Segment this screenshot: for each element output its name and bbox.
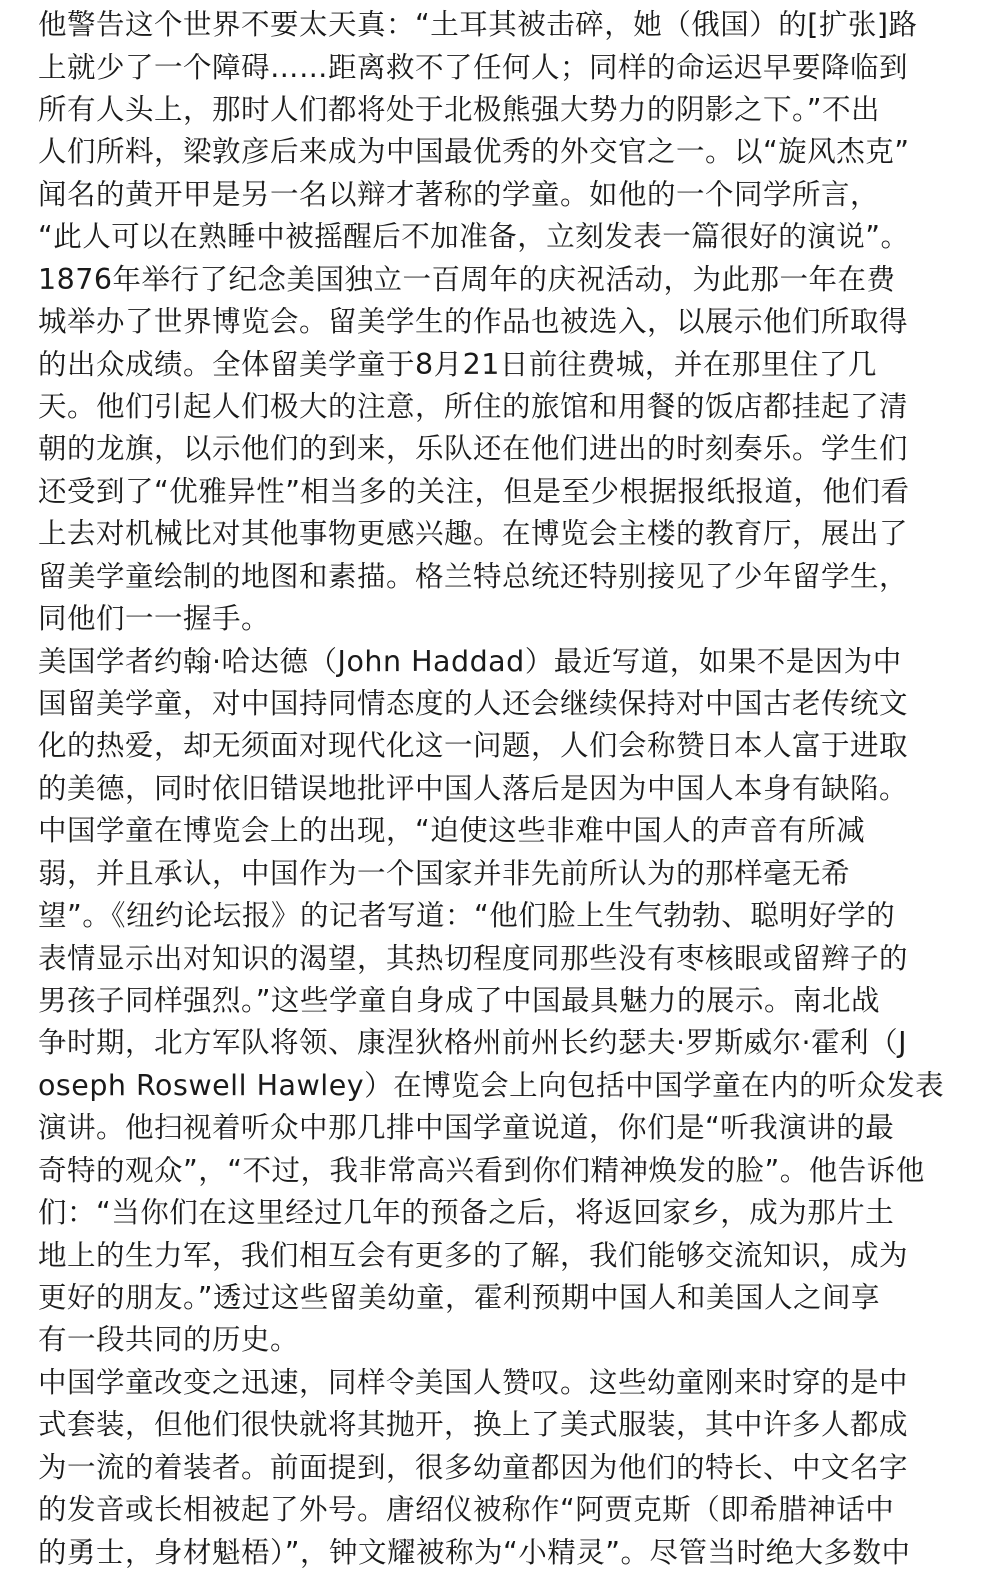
text-line: 还受到了“优雅异性”相当多的关注，但是至少根据报纸报道，他们看 (38, 475, 910, 508)
text-line: 们：“当你们在这里经过几年的预备之后，将返回家乡，成为那片土 (38, 1196, 895, 1229)
text-line: 奇特的观众”，“不过，我非常高兴看到你们精神焕发的脸”。他告诉他 (38, 1154, 925, 1187)
text-line: 上就少了一个障碍……距离救不了任何人；同样的命运迟早要降临到 (38, 51, 909, 84)
text-line: 天。他们引起人们极大的注意，所住的旅馆和用餐的饭店都挂起了清 (38, 390, 909, 423)
text-line: 男孩子同样强烈。”这些学童自身成了中国最具魅力的展示。南北战 (38, 984, 881, 1017)
text-line: 的发音或长相被起了外号。唐绍仪被称作“阿贾克斯（即希腊神话中 (38, 1493, 895, 1526)
text-line: 弱，并且承认，中国作为一个国家并非先前所认为的那样毫无希 (38, 857, 851, 890)
text-line: 演讲。他扫视着听众中那几排中国学童说道，你们是“听我演讲的最 (38, 1111, 895, 1144)
text-line: 更好的朋友。”透过这些留美幼童，霍利预期中国人和美国人之间享 (38, 1281, 881, 1314)
text-line: 望”。《纽约论坛报》的记者写道：“他们脸上生气勃勃、聪明好学的 (38, 899, 896, 932)
text-line: 闻名的黄开甲是另一名以辩才著称的学童。如他的一个同学所言， (38, 178, 880, 211)
text-line: 国留美学童，对中国持同情态度的人还会继续保持对中国古老传统文 (38, 687, 909, 720)
text-line: 为一流的着装者。前面提到，很多幼童都因为他们的特长、中文名字 (38, 1451, 909, 1484)
text-line: 的出众成绩。全体留美学童于8月21日前往费城，并在那里住了几 (38, 348, 877, 381)
text-line: 中国学童改变之迅速，同样令美国人赞叹。这些幼童刚来时穿的是中 (38, 1366, 909, 1399)
text-line: 留美学童绘制的地图和素描。格兰特总统还特别接见了少年留学生， (38, 560, 909, 593)
text-line: 的美德，同时依旧错误地批评中国人落后是因为中国人本身有缺陷。 (38, 772, 909, 805)
text-line: 的勇士，身材魁梧）”，钟文耀被称为“小精灵”。尽管当时绝大多数中 (38, 1536, 911, 1569)
text-line: 美国学者约翰·哈达德（John Haddad）最近写道，如果不是因为中 (38, 645, 902, 678)
text-line: 式套装，但他们很快就将其抛开，换上了美式服装，其中许多人都成 (38, 1408, 909, 1441)
text-line: 争时期，北方军队将领、康涅狄格州前州长约瑟夫·罗斯威尔·霍利（J (38, 1026, 908, 1059)
text-line: oseph Roswell Hawley）在博览会上向包括中国学童在内的听众发表 (38, 1069, 945, 1102)
text-line: 所有人头上，那时人们都将处于北极熊强大势力的阴影之下。”不出 (38, 93, 881, 126)
text-line: 城举办了世界博览会。留美学生的作品也被选入，以展示他们所取得 (38, 305, 909, 338)
text-line: 他警告这个世界不要太天真：“土耳其被击碎，她（俄国）的[扩张]路 (38, 8, 918, 41)
text-line: 同他们一一握手。 (38, 602, 271, 635)
text-line: 表情显示出对知识的渴望，其热切程度同那些没有枣核眼或留辫子的 (38, 942, 909, 975)
text-line: 上去对机械比对其他事物更感兴趣。在博览会主楼的教育厅，展出了 (38, 517, 909, 550)
text-line: 地上的生力军，我们相互会有更多的了解，我们能够交流知识，成为 (38, 1239, 909, 1272)
text-line: “此人可以在熟睡中被摇醒后不加准备，立刻发表一篇很好的演说”。 (38, 220, 910, 253)
text-line: 中国学童在博览会上的出现，“迫使这些非难中国人的声音有所减 (38, 814, 866, 847)
text-line: 朝的龙旗，以示他们的到来，乐队还在他们进出的时刻奏乐。学生们 (38, 432, 909, 465)
text-line: 化的热爱，却无须面对现代化这一问题，人们会称赞日本人富于进取 (38, 729, 909, 762)
text-line: 有一段共同的历史。 (38, 1323, 300, 1356)
text-line: 1876年举行了纪念美国独立一百周年的庆祝活动，为此那一年在费 (38, 263, 896, 296)
text-line: 人们所料，梁敦彦后来成为中国最优秀的外交官之一。以“旋风杰克” (38, 135, 910, 168)
